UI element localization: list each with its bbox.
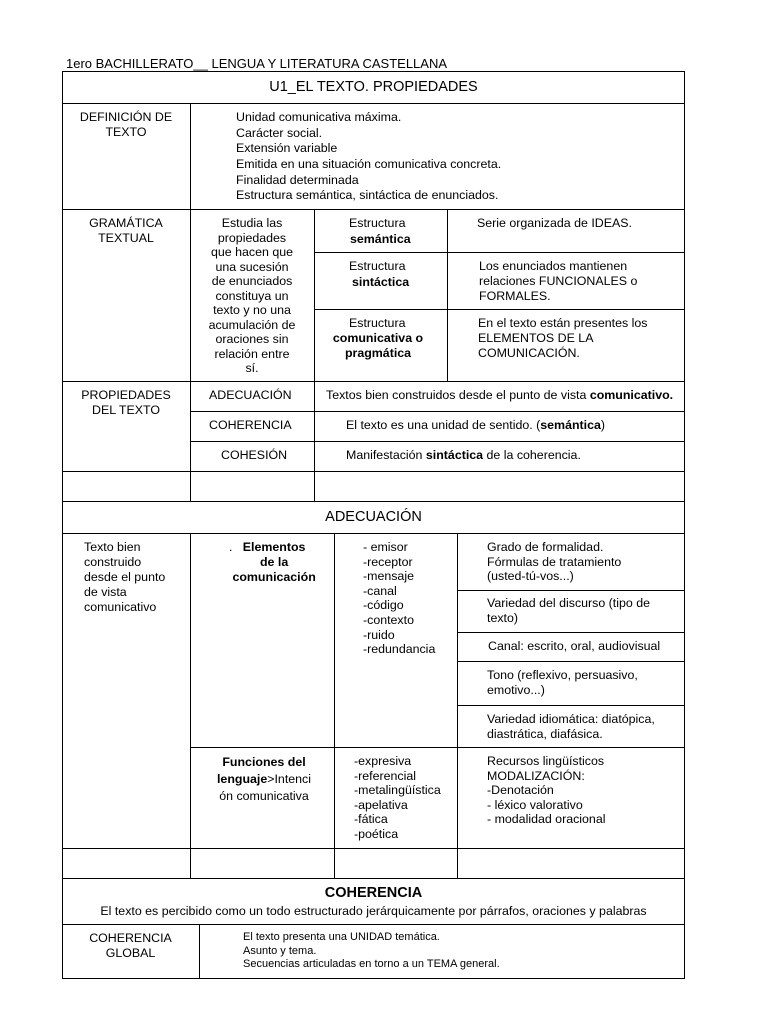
- estructura-sintactica-prefix: Estructura: [349, 259, 406, 273]
- recursos-linguisticos: Recursos lingüísticos MODALIZACIÓN: -Denotación - léxico valorativo - modalidad oracional: [487, 754, 606, 827]
- coherencia-subtitle: El texto es percibido como un todo estructurado jerárquicamente por párrafos, oraciones y palabras: [100, 904, 647, 918]
- estructura-semantica-desc: Serie organizada de IDEAS.: [477, 216, 632, 230]
- adecuacion-heading: ADECUACIÓN: [325, 509, 422, 525]
- estructura-semantica-bold: semántica: [350, 232, 411, 246]
- estructura-semantica-prefix: Estructura: [349, 216, 406, 230]
- unit-title: U1_EL TEXTO. PROPIEDADES: [269, 79, 478, 95]
- definicion-item: Finalidad determinada: [236, 173, 359, 187]
- adecuacion-feature: Grado de formalidad. Fórmulas de tratamiento (usted-tú-vos...): [487, 540, 622, 583]
- propiedad-cohesion: COHESIÓN: [221, 448, 288, 462]
- definicion-item: Emitida en una situación comunicativa concreta.: [236, 157, 502, 171]
- estructura-pragmatica-bold: comunicativa o pragmática: [332, 331, 424, 360]
- page-header: 1ero BACHILLERATO__ LENGUA Y LITERATURA CASTELLANA: [66, 56, 448, 71]
- adecuacion-feature: Tono (reflexivo, persuasivo, emotivo...): [487, 668, 638, 697]
- propiedades-label: PROPIEDADES DEL TEXTO: [81, 388, 171, 417]
- estructura-sintactica-bold: sintáctica: [352, 275, 410, 289]
- coherencia-global-text: El texto presenta una UNIDAD temática. Asunto y tema. Secuencias articuladas en torno a un TEMA general.: [243, 931, 500, 970]
- definicion-item: Carácter social.: [236, 126, 323, 140]
- adecuacion-feature: Variedad idiomática: diatópica, diastrática, diafásica.: [487, 712, 655, 741]
- elementos-comunicacion-list: - emisor -receptor -mensaje -canal -código -contexto -ruido -redundancia: [363, 540, 436, 657]
- adecuacion-feature: Canal: escrito, oral, audiovisual: [488, 639, 661, 653]
- definicion-item: Unidad comunicativa máxima.: [236, 110, 402, 124]
- funciones-lenguaje-list: -expresiva -referencial -metalingüística -apelativa -fática -poética: [354, 754, 441, 841]
- definicion-item: Estructura semántica, sintáctica de enunciados.: [236, 188, 499, 202]
- estructura-sintactica-desc: Los enunciados mantienen relaciones FUNCIONALES o FORMALES.: [479, 259, 638, 303]
- estructura-pragmatica-prefix: Estructura: [349, 316, 406, 330]
- propiedad-coherencia: COHERENCIA: [209, 418, 292, 432]
- gramatica-description: Estudia las propiedades que hacen que una sucesión de enunciados constituya un texto y no una acumulación de oraciones sin relación entre sí.: [208, 216, 296, 375]
- propiedad-adecuacion: ADECUACIÓN: [209, 388, 292, 402]
- adecuacion-left-text: Texto bien construido desde el punto de vista comunicativo: [84, 540, 166, 614]
- definicion-label: DEFINICIÓN DE TEXTO: [79, 110, 173, 139]
- estructura-pragmatica-desc: En el texto están presentes los ELEMENTOS DE LA COMUNICACIÓN.: [478, 316, 648, 360]
- adecuacion-feature: Variedad del discurso (tipo de texto): [487, 596, 651, 625]
- propiedad-adecuacion-desc: Textos bien construidos desde el punto de vista comunicativo.: [326, 388, 674, 402]
- elementos-comunicacion-title: . Elementos de la comunicación: [229, 540, 316, 584]
- coherencia-heading: COHERENCIA: [324, 885, 423, 901]
- propiedad-cohesion-desc: Manifestación sintáctica de la coherencia.: [346, 448, 581, 462]
- gramatica-label: GRAMÁTICA TEXTUAL: [89, 216, 163, 245]
- coherencia-global-label: COHERENCIA GLOBAL: [89, 931, 172, 960]
- propiedad-coherencia-desc: El texto es una unidad de sentido. (semántica): [346, 418, 606, 432]
- definicion-item: Extensión variable: [236, 141, 338, 155]
- funciones-lenguaje-title: Funciones del lenguaje>Intenci ón comunicativa: [216, 755, 311, 803]
